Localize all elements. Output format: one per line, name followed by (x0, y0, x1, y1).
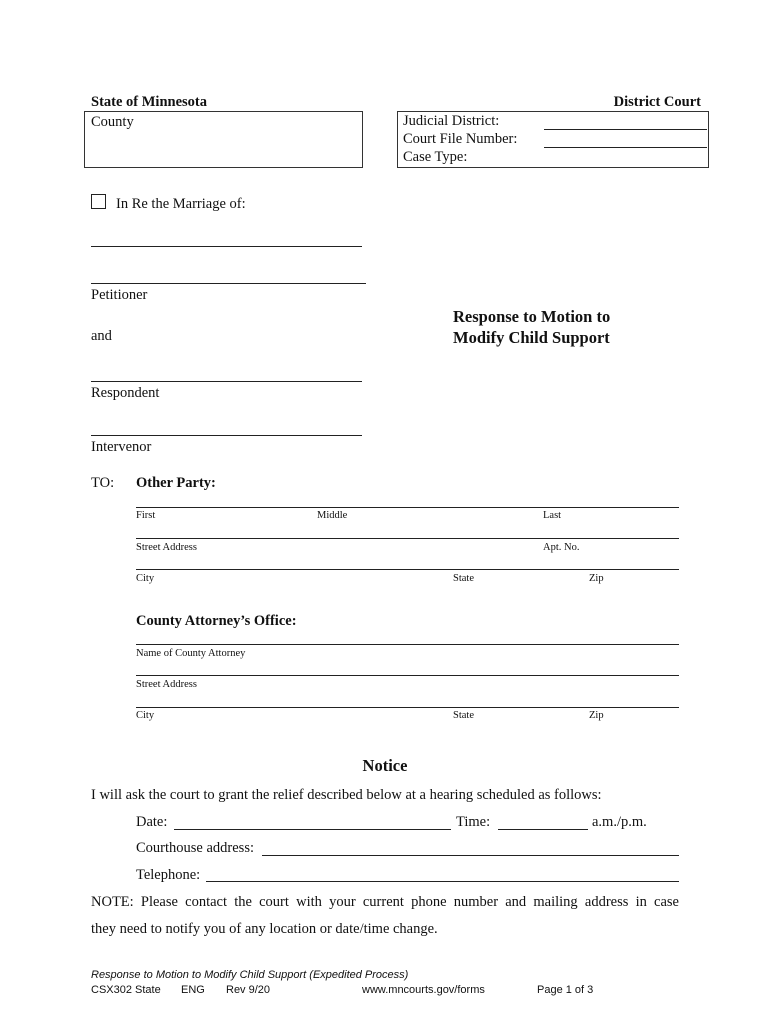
other-party-heading: Other Party: (136, 475, 216, 491)
notice-heading: Notice (362, 756, 408, 775)
marriage-label: In Re the Marriage of: (116, 196, 246, 212)
marriage-checkbox[interactable] (91, 194, 106, 209)
court-heading: District Court (613, 94, 701, 110)
judicial-district-label: Judicial District: (403, 113, 500, 129)
intervenor-label: Intervenor (91, 439, 152, 455)
city-label: City (136, 573, 155, 584)
date-field[interactable] (174, 829, 451, 830)
footer-language: ENG (181, 984, 205, 996)
ca-city-label: City (136, 710, 155, 721)
time-label: Time: (456, 814, 491, 830)
zip-label: Zip (589, 573, 604, 584)
footer-website[interactable]: www.mncourts.gov/forms (362, 984, 485, 996)
street-label: Street Address (136, 542, 197, 553)
notice-intro: I will ask the court to grant the relief described below at a hearing scheduled as follows: (91, 787, 602, 803)
court-file-number-field[interactable] (544, 147, 707, 148)
judicial-district-field[interactable] (544, 129, 707, 130)
apt-label: Apt. No. (543, 542, 580, 553)
ca-street-label: Street Address (136, 679, 197, 690)
ca-name-label: Name of County Attorney (136, 648, 246, 659)
last-label: Last (543, 510, 562, 521)
county-attorney-name-field[interactable] (136, 644, 679, 645)
county-attorney-street-field[interactable] (136, 675, 679, 676)
case-type-label: Case Type: (403, 149, 468, 165)
footer-revision: Rev 9/20 (226, 984, 271, 996)
date-label: Date: (136, 814, 168, 830)
courthouse-label: Courthouse address: (136, 840, 254, 856)
petitioner-label: Petitioner (91, 287, 148, 303)
note-line-2: they need to notify you of any location or date/time change. (91, 921, 438, 937)
courthouse-address-field[interactable] (262, 855, 679, 856)
time-field[interactable] (498, 829, 588, 830)
document-title (453, 306, 610, 348)
title-line-1: Response to Motion to (453, 307, 611, 326)
other-party-street-field[interactable] (136, 538, 679, 539)
ca-state-label: State (453, 710, 474, 721)
county-attorney-heading: County Attorney’s Office: (136, 613, 297, 629)
to-label: TO: (91, 475, 115, 491)
state-label: State (453, 573, 474, 584)
case-info-box (397, 111, 709, 168)
telephone-label: Telephone: (136, 867, 201, 883)
court-file-number-label: Court File Number: (403, 131, 518, 147)
ampm-label: a.m./p.m. (592, 814, 647, 830)
respondent-name-field[interactable] (91, 381, 362, 382)
respondent-label: Respondent (91, 385, 160, 401)
state-heading: State of Minnesota (91, 94, 207, 110)
footer-form-title: Response to Motion to Modify Child Support (Expedited Process) (91, 969, 409, 981)
county-label: County (91, 114, 134, 130)
footer-page-number: Page 1 of 3 (537, 984, 594, 996)
middle-label: Middle (317, 510, 348, 521)
county-attorney-city-field[interactable] (136, 707, 679, 708)
county-box[interactable] (84, 111, 363, 168)
party-name-field-1[interactable] (91, 246, 362, 247)
first-label: First (136, 510, 156, 521)
ca-zip-label: Zip (589, 710, 604, 721)
note-line-1: NOTE: Please contact the court with your current phone number and mailing address in case (91, 894, 679, 910)
title-line-2: Modify Child Support (453, 328, 610, 347)
telephone-field[interactable] (206, 881, 679, 882)
and-label: and (91, 328, 112, 344)
intervenor-name-field[interactable] (91, 435, 362, 436)
other-party-name-field[interactable] (136, 507, 679, 508)
footer-form-code: CSX302 State (91, 984, 161, 996)
other-party-city-field[interactable] (136, 569, 679, 570)
party-name-field-2[interactable] (91, 283, 366, 284)
